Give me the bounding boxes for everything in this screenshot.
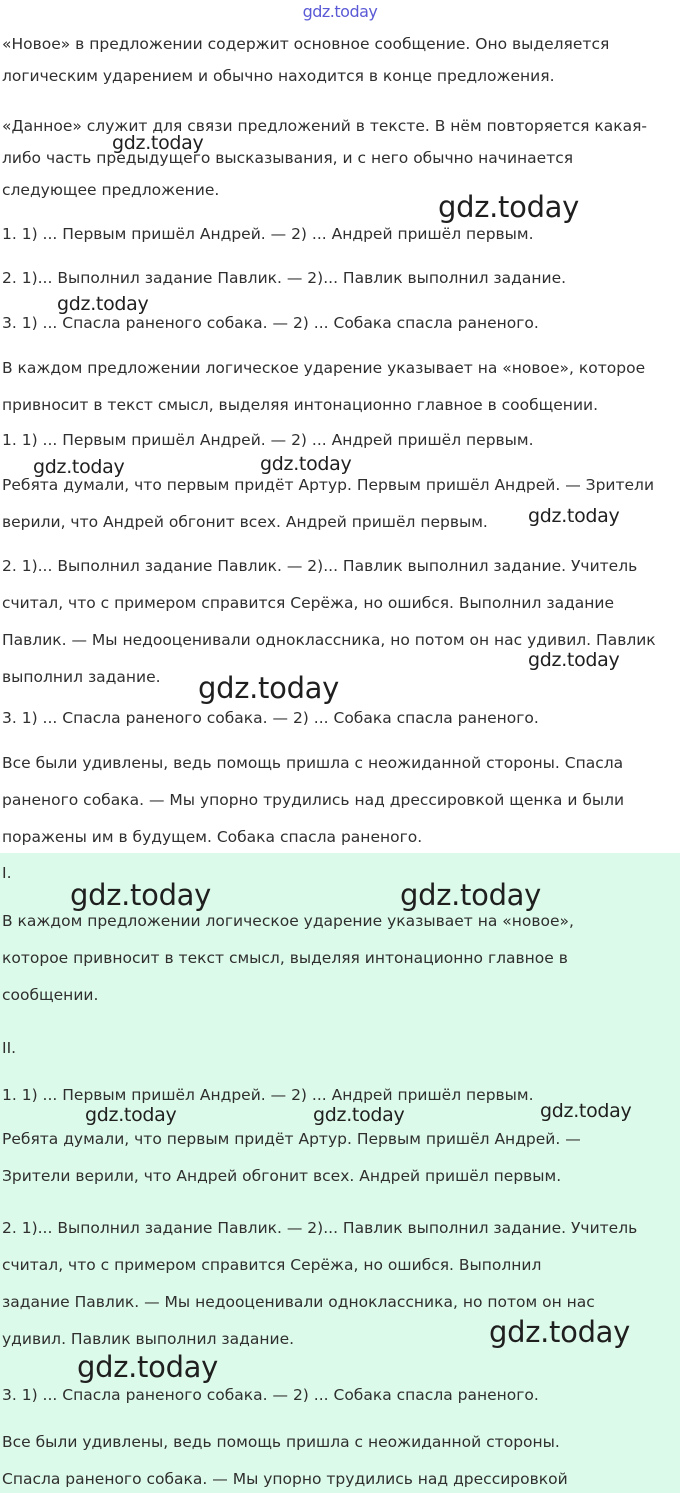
item-3-context: Все были удивлены, ведь помощь пришла с неожиданной стороны. Спасла раненого собака. — Мы упорно трудились над дрессировкой щенка и были поражены им в будущем. Собака спасла раненого. — [2, 754, 625, 846]
part-1-text: В каждом предложении логическое ударение указывает на «новое», которое привносит в текст смысл, выделяя интонационно главное в сообщении. — [2, 912, 574, 1004]
answer-item-3-heading: 3. 1) ... Спасла раненого собака. — 2) ... Собака спасла раненого. — [2, 1386, 539, 1404]
answer-item-1-context: Ребята думали, что первым придёт Артур. Первым пришёл Андрей. — Зрители верили, что Андрей обгонит всех. Андрей пришёл первым. — [2, 1130, 581, 1185]
given-definition-paragraph: «Данное» служит для связи предложений в тексте. В нём повторяется какая- либо часть предыдущего высказывания, и с него обычно начинается следующее предложение. — [2, 117, 647, 199]
answer-section — [0, 853, 680, 1493]
example-line-2: 2. 1)... Выполнил задание Павлик. — 2)... Павлик выполнил задание. — [2, 269, 567, 287]
watermark: gdz.today — [540, 1100, 632, 1122]
answer-item-2-text: 2. 1)... Выполнил задание Павлик. — 2)... Павлик выполнил задание. Учитель считал, что с примером справится Серёжа, но ошибся. Выполнил задание Павлик. — Мы недооценивали одноклассника, но потом он нас удивил. Павлик выполнил задание. — [2, 1219, 638, 1348]
answer-item-3-context: Все были удивлены, ведь помощь пришла с неожиданной стороны. Спасла раненого собака. — Мы упорно трудились над дрессировкой — [2, 1433, 568, 1488]
site-watermark-top: gdz.today — [302, 2, 378, 21]
new-definition-paragraph: «Новое» в предложении содержит основное сообщение. Оно выделяется логическим ударением и обычно находится в конце предложения. — [2, 35, 610, 85]
watermark: gdz.today — [77, 1350, 219, 1384]
watermark: gdz.today — [112, 132, 204, 154]
watermark: gdz.today — [489, 1315, 631, 1349]
part-2-label: II. — [2, 1039, 17, 1057]
watermark: gdz.today — [400, 878, 542, 912]
part-1-label: I. — [2, 864, 12, 882]
watermark: gdz.today — [57, 293, 149, 315]
watermark: gdz.today — [528, 649, 620, 671]
answer-item-1-heading: 1. 1) ... Первым пришёл Андрей. — 2) ... Андрей пришёл первым. — [2, 1086, 534, 1104]
item-1-context: Ребята думали, что первым придёт Артур. Первым пришёл Андрей. — Зрители верили, что Андрей обгонит всех. Андрей пришёл первым. — [2, 476, 655, 531]
item-1-heading: 1. 1) ... Первым пришёл Андрей. — 2) ... Андрей пришёл первым. — [2, 431, 534, 449]
watermark: gdz.today — [85, 1104, 177, 1126]
summary-paragraph: В каждом предложении логическое ударение указывает на «новое», которое привносит в текст смысл, выделяя интонационно главное в сообщении. — [2, 359, 646, 414]
watermark: gdz.today — [33, 456, 125, 478]
item-3-heading: 3. 1) ... Спасла раненого собака. — 2) ... Собака спасла раненого. — [2, 709, 539, 727]
watermark: gdz.today — [260, 453, 352, 475]
watermark: gdz.today — [528, 505, 620, 527]
item-2-text: 2. 1)... Выполнил задание Павлик. — 2)... Павлик выполнил задание. Учитель считал, что с примером справится Серёжа, но ошибся. Выполнил задание Павлик. — Мы недооценивали одноклассника, но потом он нас удивил. Павлик выполнил задание. — [2, 557, 656, 686]
watermark: gdz.today — [313, 1104, 405, 1126]
watermark: gdz.today — [438, 190, 580, 224]
example-line-1: 1. 1) ... Первым пришёл Андрей. — 2) ... Андрей пришёл первым. — [2, 225, 534, 243]
example-line-3: 3. 1) ... Спасла раненого собака. — 2) ... Собака спасла раненого. — [2, 314, 539, 332]
watermark: gdz.today — [70, 878, 212, 912]
watermark: gdz.today — [198, 671, 340, 705]
